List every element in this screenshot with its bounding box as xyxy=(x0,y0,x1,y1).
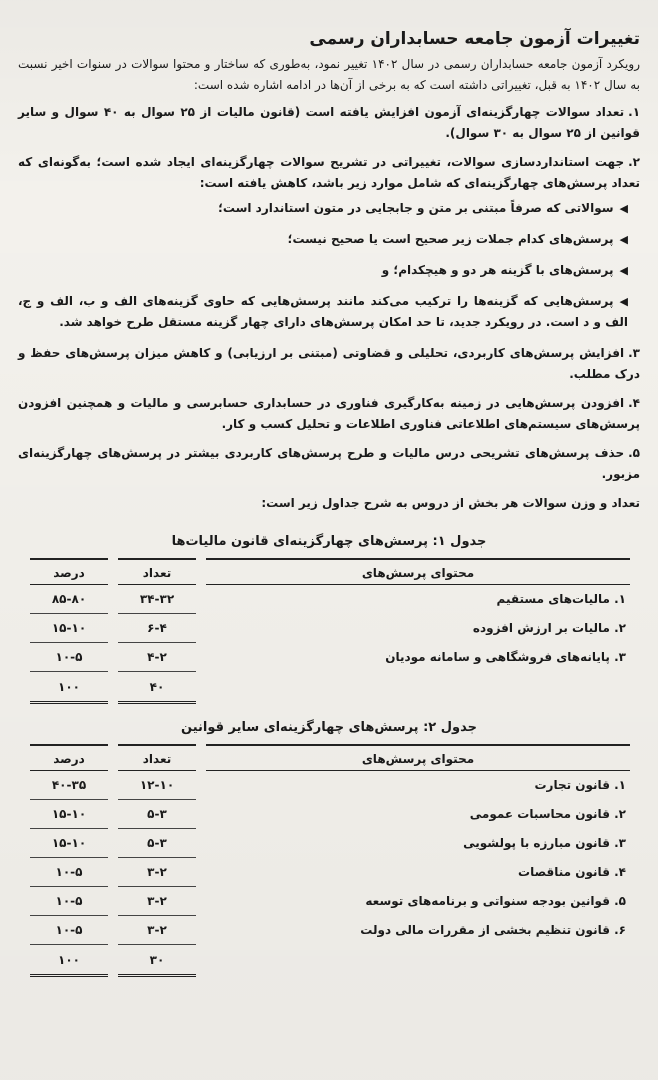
table-cell-count: ۴-۲ xyxy=(118,643,196,672)
table-cell-percent: ۱۵-۱۰ xyxy=(30,829,108,858)
list-item-text: تعداد سوالات چهارگزینه‌ای آزمون افزایش یافته است (قانون مالیات از ۲۵ سوال به ۴۰ سوال و سایر قوانین از ۲۵ سوال به ۳۰ سوال). xyxy=(18,105,640,140)
column-header-count: تعداد xyxy=(118,744,196,771)
sub-item-text: پرسش‌های با گزینه هر دو و هیچکدام؛ و xyxy=(381,263,614,277)
sub-item-text: سوالاتی که صرفاً مبتنی بر متن و جابجایی در متون استاندارد است؛ xyxy=(218,201,614,215)
arrow-left-icon: ◀ xyxy=(619,295,628,308)
column-header-percent: درصد xyxy=(30,558,108,585)
table-cell-percent: ۱۰-۵ xyxy=(30,887,108,916)
table-cell-percent: ۱۰-۵ xyxy=(30,916,108,945)
arrow-left-icon: ◀ xyxy=(619,264,628,277)
table-cell-content: ۶. قانون تنظیم بخشی از مقررات مالی دولت xyxy=(360,923,626,937)
list-item-number: ۲. xyxy=(628,155,640,169)
list-item-text: افزودن پرسش‌هایی در زمینه به‌کارگیری فناوری در حسابداری حسابرسی و مالیات و همچنین افزودن پرسش‌های سیستم‌های اطلاعاتی فناوری اطلاعات و تحلیل کسب و کار. xyxy=(18,396,640,431)
list-item-text: جهت استانداردسازی سوالات، تغییراتی در تشریح سوالات چهارگزینه‌ای ایجاد شده است؛ به‌گونه‌ای که تعداد پرسش‌های چهارگزینه‌ای که شامل موارد زیر باشد، کاهش یافته است: xyxy=(18,155,640,190)
table-caption: جدول ۲: پرسش‌های چهارگزینه‌ای سایر قوانین xyxy=(181,720,477,735)
table-cell-percent: ۱۵-۱۰ xyxy=(30,614,108,643)
table-cell-content: ۱. قانون تجارت xyxy=(534,778,626,792)
column-header-percent: درصد xyxy=(30,744,108,771)
table-grid xyxy=(30,558,630,704)
sub-item-1 xyxy=(18,198,628,219)
document-title: تغییرات آزمون جامعه حسابداران رسمی xyxy=(309,29,640,49)
table-other-laws xyxy=(18,718,640,977)
table-cell-content: ۵. قوانین بودجه سنواتی و برنامه‌های توسعه xyxy=(365,894,626,908)
tables-intro: تعداد و وزن سوالات هر بخش از دروس به شرح جداول زیر است: xyxy=(261,496,640,510)
sub-item-3 xyxy=(18,260,628,281)
sub-list xyxy=(18,198,640,333)
list-item-text: افزایش پرسش‌های کاربردی، تحلیلی و قضاوتی (مبتنی بر ارزیابی) و کاهش میزان پرسش‌های حفظ و درک مطلب. xyxy=(18,346,640,381)
table-total-label xyxy=(206,672,630,704)
column-header-content: محتوای پرسش‌های xyxy=(206,558,630,585)
table-cell-count: ۱۲-۱۰ xyxy=(118,771,196,800)
table-cell-content: ۲. مالیات بر ارزش افزوده xyxy=(472,621,626,635)
table-total-label xyxy=(206,945,630,977)
table-cell-content: ۳. پایانه‌های فروشگاهی و سامانه مودیان xyxy=(385,650,626,664)
table-cell-percent: ۱۵-۱۰ xyxy=(30,800,108,829)
table-caption: جدول ۱: پرسش‌های چهارگزینه‌ای قانون مالیات‌ها xyxy=(171,534,487,549)
arrow-left-icon: ◀ xyxy=(619,202,628,215)
table-cell-count: ۶-۴ xyxy=(118,614,196,643)
column-header-content: محتوای پرسش‌های xyxy=(206,744,630,771)
table-cell-percent: ۴۰-۳۵ xyxy=(30,771,108,800)
table-cell-count: ۳-۲ xyxy=(118,858,196,887)
table-cell-count: ۵-۳ xyxy=(118,800,196,829)
list-item-text: حذف پرسش‌های تشریحی درس مالیات و طرح پرسش‌های کاربردی بیشتر در پرسش‌های چهارگزینه‌ای مزبور. xyxy=(18,446,640,481)
table-cell-content: ۳. قانون مبارزه با پولشویی xyxy=(463,836,626,850)
table-grid xyxy=(30,744,630,977)
list-item-3 xyxy=(18,343,640,385)
table-cell-content: ۴. قانون مناقصات xyxy=(518,865,626,879)
table-cell-count: ۳-۲ xyxy=(118,916,196,945)
table-tax-laws xyxy=(18,532,640,704)
sub-item-2 xyxy=(18,229,628,250)
table-cell-count: ۳-۲ xyxy=(118,887,196,916)
table-total-percent: ۱۰۰ xyxy=(30,945,108,977)
table-total-count: ۴۰ xyxy=(118,672,196,704)
sub-item-text: پرسش‌هایی که گزینه‌ها را ترکیب می‌کند مانند پرسش‌هایی که حاوی گزینه‌های الف و ب، الف و ج، الف و د است. در رویکرد جدید، تا حد امکان پرسش‌های دارای چهار گزینه مستقل طرح خواهد شد. xyxy=(18,294,628,329)
table-cell-percent: ۱۰-۵ xyxy=(30,858,108,887)
list-item-number: ۱. xyxy=(628,105,641,119)
table-total-count: ۳۰ xyxy=(118,945,196,977)
sub-item-text: پرسش‌های کدام جملات زیر صحیح است یا صحیح نیست؛ xyxy=(287,232,614,246)
table-total-percent: ۱۰۰ xyxy=(30,672,108,704)
table-cell-percent: ۱۰-۵ xyxy=(30,643,108,672)
table-cell-content: ۲. قانون محاسبات عمومی xyxy=(469,807,626,821)
changes-list xyxy=(18,102,640,485)
list-item-number: ۳. xyxy=(628,346,640,360)
list-item-number: ۴. xyxy=(628,396,640,410)
column-header-count: تعداد xyxy=(118,558,196,585)
table-cell-count: ۳۴-۳۲ xyxy=(118,585,196,614)
list-item-5 xyxy=(18,443,640,485)
intro-paragraph: رویکرد آزمون جامعه حسابداران رسمی در سال ۱۴۰۲ تغییر نمود، به‌طوری که ساختار و محتوا سوالات در سنوات اخیر نسبت به سال ۱۴۰۲ به قبل، تغییراتی داشته است که به برخی از آن‌ها در ادامه اشاره شده است: xyxy=(18,57,640,92)
table-cell-percent: ۸۵-۸۰ xyxy=(30,585,108,614)
arrow-left-icon: ◀ xyxy=(619,233,628,246)
table-cell-count: ۵-۳ xyxy=(118,829,196,858)
list-item-2 xyxy=(18,152,640,333)
sub-item-4 xyxy=(18,291,628,333)
table-cell-content: ۱. مالیات‌های مستقیم xyxy=(496,592,626,606)
list-item-4 xyxy=(18,393,640,435)
list-item-number: ۵. xyxy=(628,446,640,460)
list-item-1 xyxy=(18,102,640,144)
